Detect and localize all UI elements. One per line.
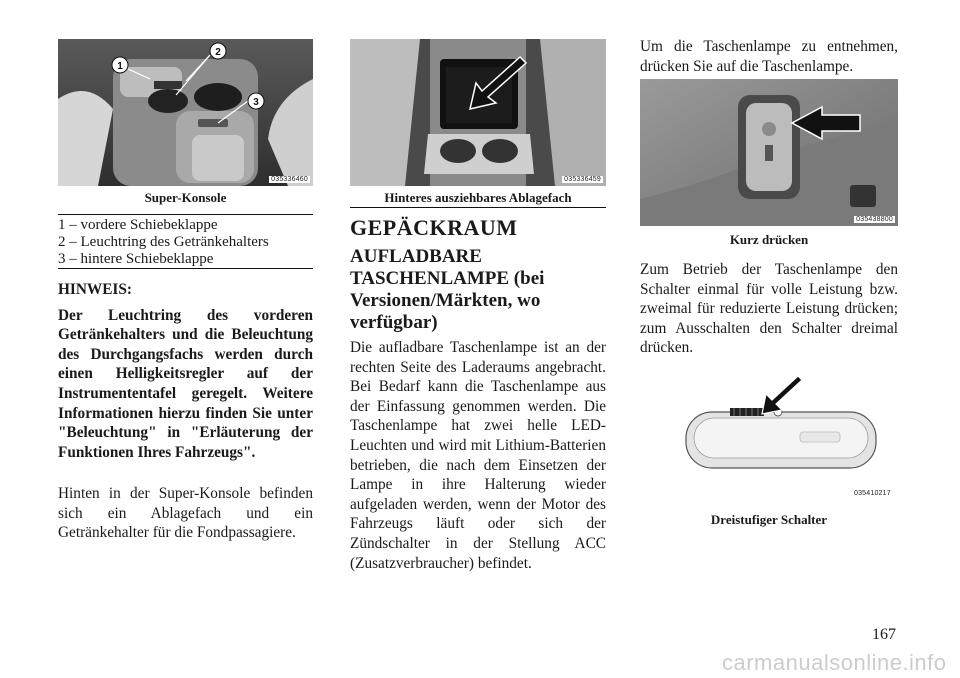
figure-code: 035336460 [271,176,308,183]
super-console-photo [58,39,313,186]
note-block [58,280,313,462]
figure-caption: Super-Konsole [144,190,227,205]
rear-storage-photo [350,39,606,186]
legend-item: 2 – Leuchtring des Getränkehalters [58,234,269,250]
section-title: GEPÄCKRAUM [350,215,518,240]
note-text: Der Leuchtring des vorderen Getränkehalters und die Beleuchtung des Durchgangsfachs werden durch einen Helligkeitsregler auf der Instrumententafel geregelt. Weitere Informationen hierzu finden Sie unter "Beleuchtung" in "Erläuterung der Funktionen Ihres Fahrzeugs". [58,306,313,461]
paragraph-middle: Die aufladbare Taschenlampe ist an der rechten Seite des Laderaums angebracht. Bei Bedarf kann die Taschenlampe aus der Einfassung genommen werden. Die Taschenlampe hat zwei helle LED-Leuchten und wird mit Lithium-Batterien betrieben, die nach dem Einsetzen der Lampe in ihre Halterung wieder aufgeladen werden, wenn der Motor des Fahrzeugs läuft oder sich der Zündschalter in der Stellung ACC (Zusatzverbraucher) befindet. [350,339,606,572]
paragraph-right-2: Zum Betrieb der Taschenlampe den Schalter einmal für volle Leistung bzw. zweimal für reduzierte Leistung drücken; zum Ausschalten den Schalter dreimal drücken. [640,261,898,357]
legend-item: 3 – hintere Schiebeklappe [58,251,214,267]
subsection-title: AUFLADBARE TASCHENLAMPE (bei Versionen/Märkten, wo verfügbar) [350,246,545,333]
note-label: HINWEIS: [58,281,132,298]
callout-1: 1 [117,61,123,72]
paragraph-right-1: Um die Taschenlampe zu entnehmen, drücken Sie auf die Taschenlampe. [640,38,898,75]
figure-code: 035438800 [856,216,893,223]
caption-rule [350,207,606,208]
figure-caption: Kurz drücken [729,232,809,247]
paragraph-left: Hinten in der Super-Konsole befinden sich ein Ablagefach und ein Getränkehalter für die Fondpassagiere. [58,485,313,542]
press-flashlight-photo [640,79,898,226]
three-stage-switch-illustration [660,370,900,500]
watermark: carmanualsonline.info [722,650,947,675]
callout-2: 2 [215,47,221,58]
figure-legend [58,214,313,269]
figure-caption: Dreistufiger Schalter [710,512,828,527]
figure-code: 035336459 [564,176,601,183]
callout-3: 3 [253,97,259,108]
page-number: 167 [872,626,896,643]
figure-caption: Hinteres ausziehbares Ablagefach [384,190,572,205]
figure-code: 035410217 [854,490,891,497]
legend-item: 1 – vordere Schiebeklappe [58,217,218,233]
